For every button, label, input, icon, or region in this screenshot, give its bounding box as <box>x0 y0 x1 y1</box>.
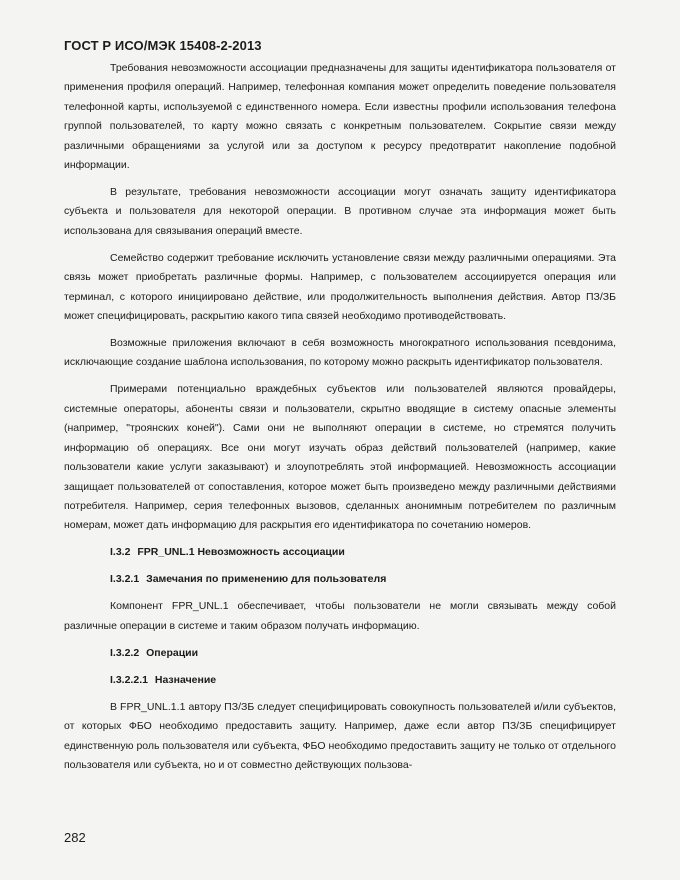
section-number: I.3.2 <box>110 546 131 559</box>
paragraph: Компонент FPR_UNL.1 обеспечивает, чтобы пользователи не могли связывать между собой различные операции в системе и таким образом получать информацию. <box>64 600 616 632</box>
paragraph: В результате, требования невозможности ассоциации могут означать защиту идентификатора субъекта и пользователя для некоторой операции. В противном случае эта информация может быть использована для связывания операций вместе. <box>64 186 616 237</box>
paragraph: Требования невозможности ассоциации предназначены для защиты идентификатора пользователя от применения профиля операций. Например, телефонная компания может определить поведение пользователя телефонной карты, используемой с единственного номера. Если известны профили использования телефона группой пользователей, то карту можно связать с конкретным пользователем. Сокрытие связи между различными обращениями за услугой или за доступом к ресурсу предотвратит накопление подобной информации. <box>64 62 616 172</box>
paragraph: Примерами потенциально враждебных субъектов или пользователей являются провайдеры, системные операторы, абоненты связи и пользователи, скрытно вводящие в систему опасные элементы (например, "троянских коней"). Сами они не выполняют операции в системе, но стремятся получить информацию об операциях. Все они могут изучать образ действий пользователей (например, какие пользователи какие услуги заказывают) и злоупотреблять этой информацией. Невозможность ассоциации защищает пользователей от сопоставления, которое может быть произведено между различными действиями потребителя. Например, серия телефонных вызовов, сделанных анонимным потребителем по различным номерам, может дать информацию для раскрытия его идентификатора по сочетанию номеров. <box>64 383 616 532</box>
page-number: 282 <box>64 830 86 845</box>
document-body <box>64 59 616 783</box>
paragraph: Возможные приложения включают в себя возможность многократного использования псевдонима, исключающие создание шаблона использования, по которому можно раскрыть идентификатор пользователя. <box>64 337 616 369</box>
section-number: I.3.2.1 <box>110 573 140 586</box>
subsection-heading <box>64 570 616 589</box>
subsection-heading <box>64 671 616 690</box>
paragraph: В FPR_UNL.1.1 автору ПЗ/ЗБ следует специфицировать совокупность пользователей и/или субъектов, от которых ФБО необходимо предоставить защиту. Например, даже если автор ПЗ/ЗБ специфицирует единственную роль пользователя или субъекта, ФБО необходимо предоставить защиту не только от отдельного пользователя или субъекта, но и от совместно действующих пользова- <box>64 700 616 771</box>
document-header: ГОСТ Р ИСО/МЭК 15408-2-2013 <box>64 38 262 53</box>
section-number: I.3.2.2.1 <box>110 673 148 686</box>
paragraph: Семейство содержит требование исключить установление связи между различными операциями. Эта связь может приобретать различные формы. Например, с пользователем ассоциируется операция или терминал, с которого инициировано действие, или продолжительность выполнения действия. Автор ПЗ/ЗБ может специфицировать, раскрытию какого типа связей необходимо противодействовать. <box>64 251 616 323</box>
section-number: I.3.2.2 <box>110 646 140 659</box>
subsection-heading <box>64 644 616 663</box>
section-heading <box>64 543 616 562</box>
section-title: Операции <box>146 646 199 659</box>
section-title: FPR_UNL.1 Невозможность ассоциации <box>137 546 345 559</box>
section-title: Назначение <box>154 673 217 686</box>
section-title: Замечания по применению для пользователя <box>146 573 387 586</box>
